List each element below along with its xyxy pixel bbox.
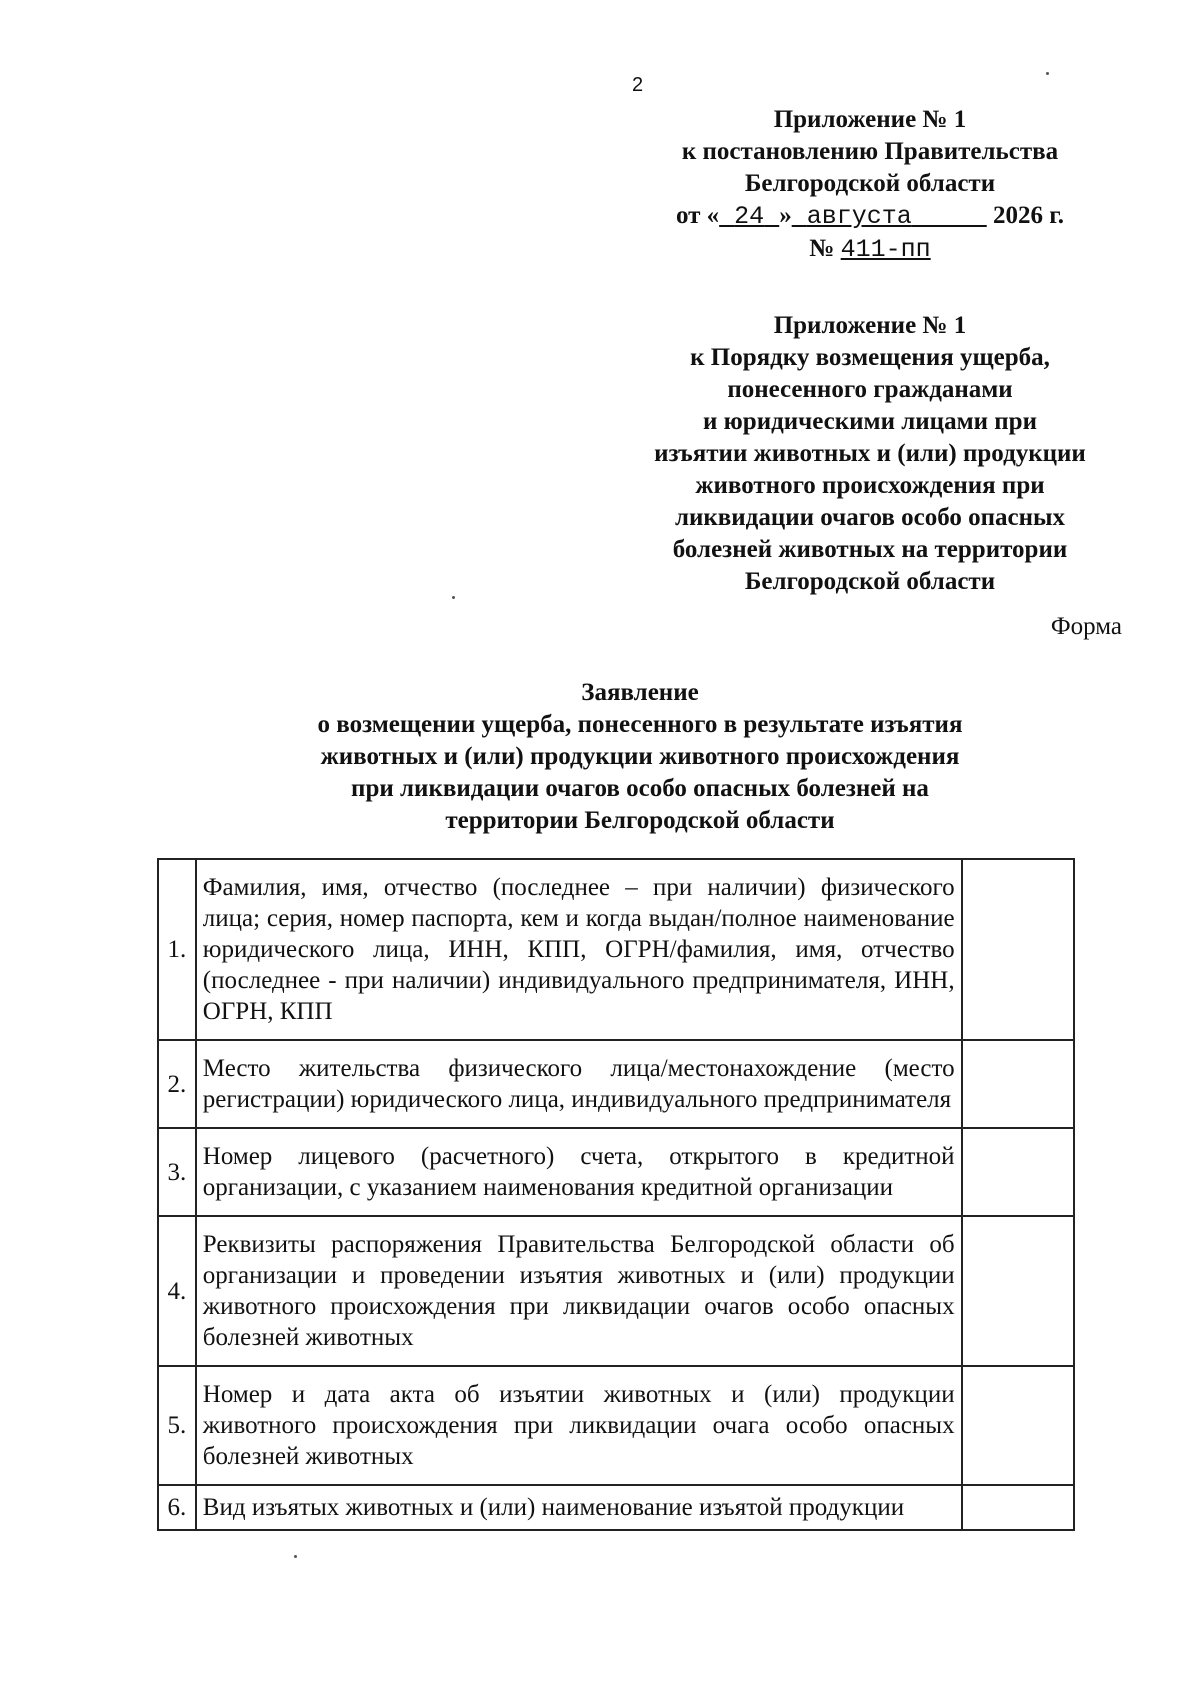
- date-prefix: от «: [675, 202, 720, 229]
- row-description: Номер лицевого (расчетного) счета, открытого в кредитной организации, с указанием наименования кредитной организации: [196, 1128, 962, 1216]
- scan-speck: [452, 596, 455, 599]
- annex-procedure-line: изъятии животных и (или) продукции: [654, 440, 1086, 467]
- row-value-field[interactable]: [962, 1366, 1074, 1485]
- document-title-line: территории Белгородской области: [445, 807, 835, 834]
- row-number: 5.: [158, 1366, 196, 1485]
- date-year: 2026 г.: [993, 202, 1065, 229]
- date-mid: »: [779, 202, 792, 229]
- table-row: [158, 1128, 1074, 1216]
- document-title-line: животных и (или) продукции животного происхождения: [320, 743, 960, 770]
- annex-procedure-title: Приложение № 1: [773, 312, 967, 339]
- row-number: 3.: [158, 1128, 196, 1216]
- document-title-line: о возмещении ущерба, понесенного в результате изъятия: [317, 711, 963, 738]
- resolution-number: 411-пп: [840, 235, 931, 264]
- table-row: [158, 1485, 1074, 1530]
- row-description: Номер и дата акта об изъятии животных и (или) продукции животного происхождения при ликвидации очага особо опасных болезней животных: [196, 1366, 962, 1485]
- row-number: 2.: [158, 1040, 196, 1128]
- row-description: Фамилия, имя, отчество (последнее – при наличии) физического лица; серия, номер паспорта, кем и когда выдан/полное наименование юридического лица, ИНН, КПП, ОГРН/фамилия, имя, отчество (последнее - при наличии) индивидуального предпринимателя, ИНН, ОГРН, КПП: [196, 859, 962, 1040]
- annex-procedure-line: к Порядку возмещения ущерба,: [690, 344, 1050, 371]
- document-title: [150, 677, 1130, 837]
- annex-procedure-line: ликвидации очагов особо опасных: [674, 504, 1066, 531]
- document-heading: Заявление: [581, 679, 699, 706]
- table-row: [158, 1216, 1074, 1366]
- annex-resolution-block: [600, 104, 1140, 266]
- form-label: Форма: [1050, 613, 1122, 640]
- document-title-line: при ликвидации очагов особо опасных болезней на: [351, 775, 929, 802]
- row-number: 4.: [158, 1216, 196, 1366]
- row-description: Вид изъятых животных и (или) наименование изъятой продукции: [196, 1485, 962, 1530]
- application-form-table: [157, 858, 1075, 1531]
- row-value-field[interactable]: [962, 1216, 1074, 1366]
- annex-procedure-line: болезней животных на территории: [672, 536, 1068, 563]
- page-number: 2: [632, 74, 644, 96]
- table-row: [158, 859, 1074, 1040]
- row-description: Место жительства физического лица/местонахождение (место регистрации) юридического лица, индивидуального предпринимателя: [196, 1040, 962, 1128]
- annex-procedure-line: животного происхождения при: [695, 472, 1045, 499]
- annex-procedure-line: понесенного гражданами: [727, 376, 1013, 403]
- table-row: [158, 1366, 1074, 1485]
- row-number: 6.: [158, 1485, 196, 1530]
- annex-procedure-block: [600, 310, 1140, 598]
- row-value-field[interactable]: [962, 1128, 1074, 1216]
- annex-procedure-line: и юридическими лицами при: [703, 408, 1037, 435]
- number-prefix: №: [809, 235, 835, 262]
- annex-resolution-line3: Белгородской области: [744, 170, 996, 197]
- date-day: 24: [734, 202, 765, 231]
- scan-speck: [1046, 72, 1049, 75]
- scan-speck: [294, 1555, 297, 1558]
- table-row: [158, 1040, 1074, 1128]
- row-value-field[interactable]: [962, 859, 1074, 1040]
- annex-resolution-title: Приложение № 1: [773, 106, 967, 133]
- annex-procedure-line: Белгородской области: [744, 568, 996, 595]
- row-value-field[interactable]: [962, 1040, 1074, 1128]
- annex-resolution-number: [600, 233, 1140, 266]
- date-month: августа: [806, 202, 912, 231]
- row-description: Реквизиты распоряжения Правительства Белгородской области об организации и проведении изъятия животных и (или) продукции животного происхождения при ликвидации очагов особо опасных болезней животных: [196, 1216, 962, 1366]
- annex-resolution-date: [600, 200, 1140, 233]
- row-number: 1.: [158, 859, 196, 1040]
- row-value-field[interactable]: [962, 1485, 1074, 1530]
- annex-resolution-line2: к постановлению Правительства: [681, 138, 1059, 165]
